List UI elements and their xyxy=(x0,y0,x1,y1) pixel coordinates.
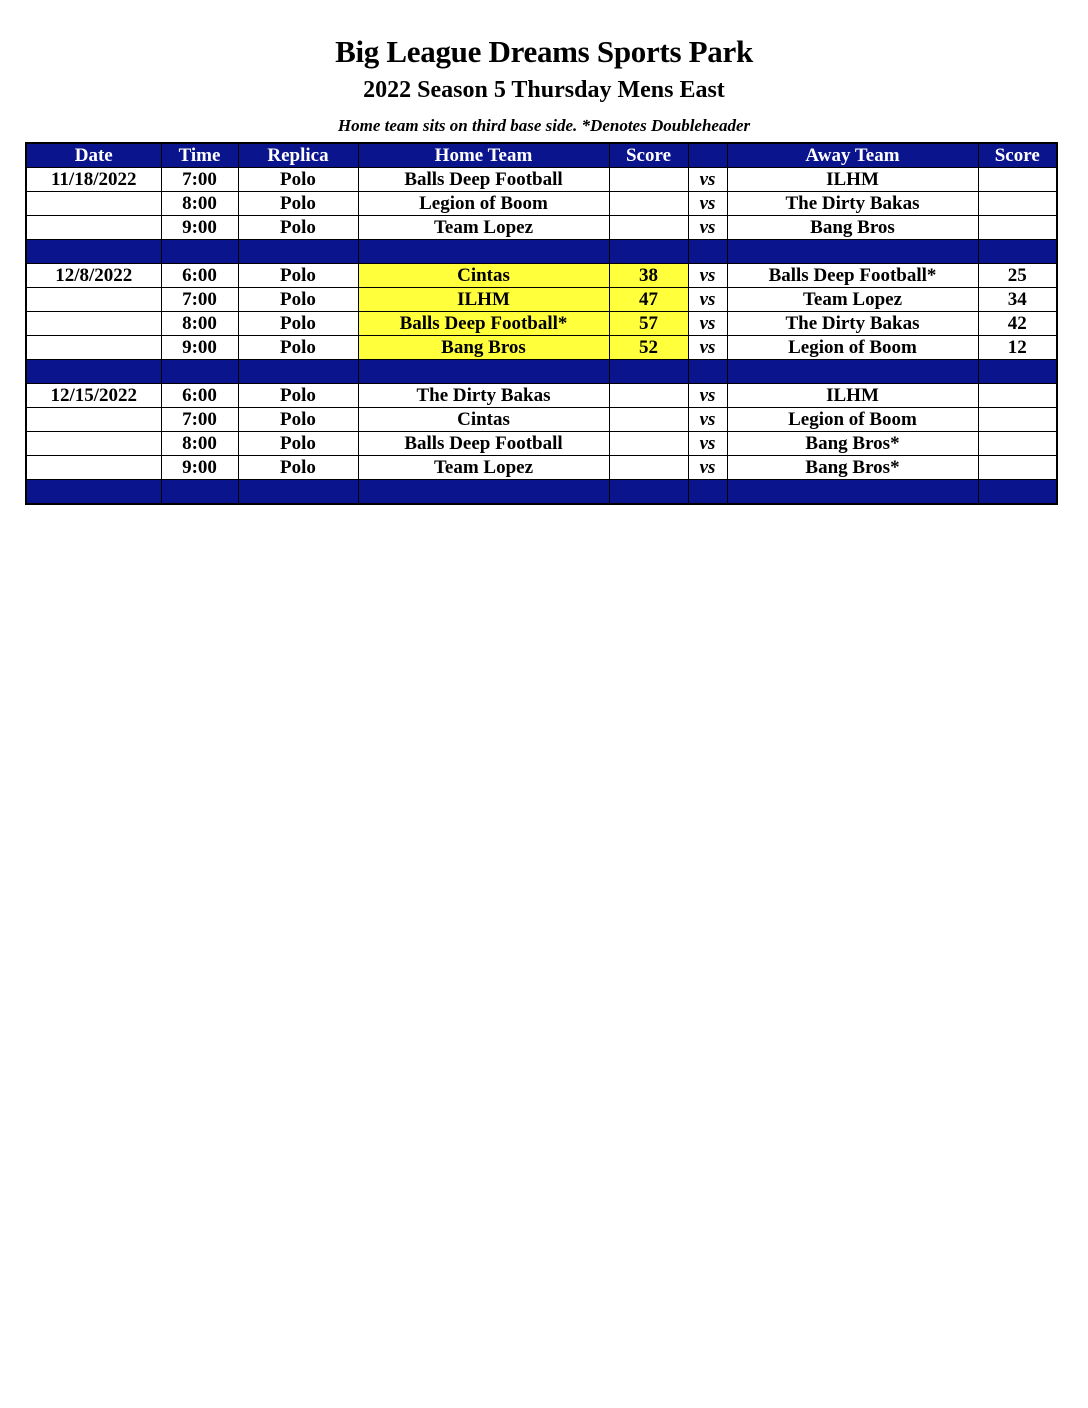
home-score-cell xyxy=(609,384,688,408)
column-header-home-score: Score xyxy=(609,143,688,168)
home-score-cell: 38 xyxy=(609,264,688,288)
spacer-cell xyxy=(358,360,609,384)
vs-cell: vs xyxy=(688,264,727,288)
replica-cell: Polo xyxy=(238,288,358,312)
spacer-cell xyxy=(688,240,727,264)
home-score-cell: 57 xyxy=(609,312,688,336)
home-team-cell: ILHM xyxy=(358,288,609,312)
home-team-cell: Team Lopez xyxy=(358,216,609,240)
time-cell: 8:00 xyxy=(161,312,238,336)
away-team-cell: Team Lopez xyxy=(727,288,978,312)
spacer-cell xyxy=(609,360,688,384)
away-score-cell xyxy=(978,192,1057,216)
spacer-cell xyxy=(727,480,978,505)
replica-cell: Polo xyxy=(238,336,358,360)
table-row xyxy=(26,408,1057,432)
away-team-cell: Legion of Boom xyxy=(727,408,978,432)
date-cell xyxy=(26,312,161,336)
away-team-cell: Legion of Boom xyxy=(727,336,978,360)
spacer-cell xyxy=(727,360,978,384)
replica-cell: Polo xyxy=(238,168,358,192)
table-row xyxy=(26,336,1057,360)
page-title: Big League Dreams Sports Park xyxy=(335,34,753,69)
away-team-cell: The Dirty Bakas xyxy=(727,312,978,336)
away-team-cell: Bang Bros xyxy=(727,216,978,240)
spacer-cell xyxy=(609,480,688,505)
spacer-cell xyxy=(238,360,358,384)
table-row xyxy=(26,456,1057,480)
away-score-cell xyxy=(978,168,1057,192)
home-team-cell: Bang Bros xyxy=(358,336,609,360)
spacer-cell xyxy=(609,240,688,264)
home-team-cell: Balls Deep Football xyxy=(358,432,609,456)
spacer-row xyxy=(26,240,1057,264)
away-score-cell xyxy=(978,408,1057,432)
time-cell: 8:00 xyxy=(161,432,238,456)
date-cell xyxy=(26,288,161,312)
home-score-cell xyxy=(609,216,688,240)
away-score-cell: 12 xyxy=(978,336,1057,360)
table-row xyxy=(26,216,1057,240)
vs-cell: vs xyxy=(688,168,727,192)
replica-cell: Polo xyxy=(238,432,358,456)
home-team-cell: Cintas xyxy=(358,264,609,288)
replica-cell: Polo xyxy=(238,216,358,240)
page-subtitle: 2022 Season 5 Thursday Mens East xyxy=(363,77,725,103)
table-row xyxy=(26,432,1057,456)
replica-cell: Polo xyxy=(238,192,358,216)
time-cell: 6:00 xyxy=(161,384,238,408)
away-team-cell: Balls Deep Football* xyxy=(727,264,978,288)
time-cell: 7:00 xyxy=(161,288,238,312)
spacer-cell xyxy=(978,240,1057,264)
vs-cell: vs xyxy=(688,408,727,432)
vs-cell: vs xyxy=(688,336,727,360)
spacer-cell xyxy=(727,240,978,264)
spacer-cell xyxy=(161,360,238,384)
replica-cell: Polo xyxy=(238,408,358,432)
column-header-home-team: Home Team xyxy=(358,143,609,168)
column-header-vs xyxy=(688,143,727,168)
date-cell xyxy=(26,336,161,360)
table-row xyxy=(26,192,1057,216)
spacer-cell xyxy=(26,360,161,384)
vs-cell: vs xyxy=(688,456,727,480)
home-team-cell: The Dirty Bakas xyxy=(358,384,609,408)
table-row xyxy=(26,384,1057,408)
time-cell: 8:00 xyxy=(161,192,238,216)
home-team-cell: Balls Deep Football xyxy=(358,168,609,192)
vs-cell: vs xyxy=(688,192,727,216)
replica-cell: Polo xyxy=(238,312,358,336)
spacer-cell xyxy=(238,480,358,505)
away-score-cell: 34 xyxy=(978,288,1057,312)
home-score-cell xyxy=(609,192,688,216)
away-team-cell: Bang Bros* xyxy=(727,432,978,456)
vs-cell: vs xyxy=(688,432,727,456)
spacer-cell xyxy=(26,240,161,264)
vs-cell: vs xyxy=(688,312,727,336)
spacer-cell xyxy=(358,240,609,264)
spacer-cell xyxy=(978,480,1057,505)
spacer-cell xyxy=(358,480,609,505)
home-team-cell: Legion of Boom xyxy=(358,192,609,216)
date-cell: 11/18/2022 xyxy=(26,168,161,192)
date-cell xyxy=(26,216,161,240)
time-cell: 7:00 xyxy=(161,168,238,192)
date-cell xyxy=(26,192,161,216)
replica-cell: Polo xyxy=(238,384,358,408)
away-team-cell: ILHM xyxy=(727,168,978,192)
replica-cell: Polo xyxy=(238,456,358,480)
table-row xyxy=(26,288,1057,312)
date-cell xyxy=(26,456,161,480)
away-score-cell xyxy=(978,384,1057,408)
time-cell: 6:00 xyxy=(161,264,238,288)
replica-cell: Polo xyxy=(238,264,358,288)
spacer-row xyxy=(26,360,1057,384)
away-score-cell: 42 xyxy=(978,312,1057,336)
spacer-cell xyxy=(161,480,238,505)
table-row xyxy=(26,264,1057,288)
schedule-body xyxy=(26,168,1057,505)
vs-cell: vs xyxy=(688,216,727,240)
time-cell: 9:00 xyxy=(161,456,238,480)
home-score-cell xyxy=(609,408,688,432)
schedule-table xyxy=(25,142,1058,505)
spacer-cell xyxy=(688,360,727,384)
date-cell: 12/15/2022 xyxy=(26,384,161,408)
home-score-cell: 52 xyxy=(609,336,688,360)
away-score-cell xyxy=(978,216,1057,240)
spacer-cell xyxy=(978,360,1057,384)
home-team-cell: Cintas xyxy=(358,408,609,432)
spacer-cell xyxy=(688,480,727,505)
spacer-cell xyxy=(161,240,238,264)
home-score-cell xyxy=(609,456,688,480)
column-header-away-score: Score xyxy=(978,143,1057,168)
away-team-cell: ILHM xyxy=(727,384,978,408)
vs-cell: vs xyxy=(688,288,727,312)
column-header-date: Date xyxy=(26,143,161,168)
home-score-cell xyxy=(609,168,688,192)
spacer-cell xyxy=(238,240,358,264)
away-score-cell xyxy=(978,432,1057,456)
away-team-cell: Bang Bros* xyxy=(727,456,978,480)
column-header-away-team: Away Team xyxy=(727,143,978,168)
away-score-cell xyxy=(978,456,1057,480)
time-cell: 9:00 xyxy=(161,216,238,240)
table-row xyxy=(26,312,1057,336)
spacer-row xyxy=(26,480,1057,505)
column-header-replica: Replica xyxy=(238,143,358,168)
away-team-cell: The Dirty Bakas xyxy=(727,192,978,216)
date-cell xyxy=(26,432,161,456)
time-cell: 9:00 xyxy=(161,336,238,360)
home-team-cell: Balls Deep Football* xyxy=(358,312,609,336)
schedule-note: Home team sits on third base side. *Denotes Doubleheader xyxy=(337,116,751,135)
table-row xyxy=(26,168,1057,192)
date-cell xyxy=(26,408,161,432)
date-cell: 12/8/2022 xyxy=(26,264,161,288)
table-header-row xyxy=(26,143,1057,168)
vs-cell: vs xyxy=(688,384,727,408)
spacer-cell xyxy=(26,480,161,505)
home-score-cell: 47 xyxy=(609,288,688,312)
home-score-cell xyxy=(609,432,688,456)
away-score-cell: 25 xyxy=(978,264,1057,288)
home-team-cell: Team Lopez xyxy=(358,456,609,480)
column-header-time: Time xyxy=(161,143,238,168)
time-cell: 7:00 xyxy=(161,408,238,432)
